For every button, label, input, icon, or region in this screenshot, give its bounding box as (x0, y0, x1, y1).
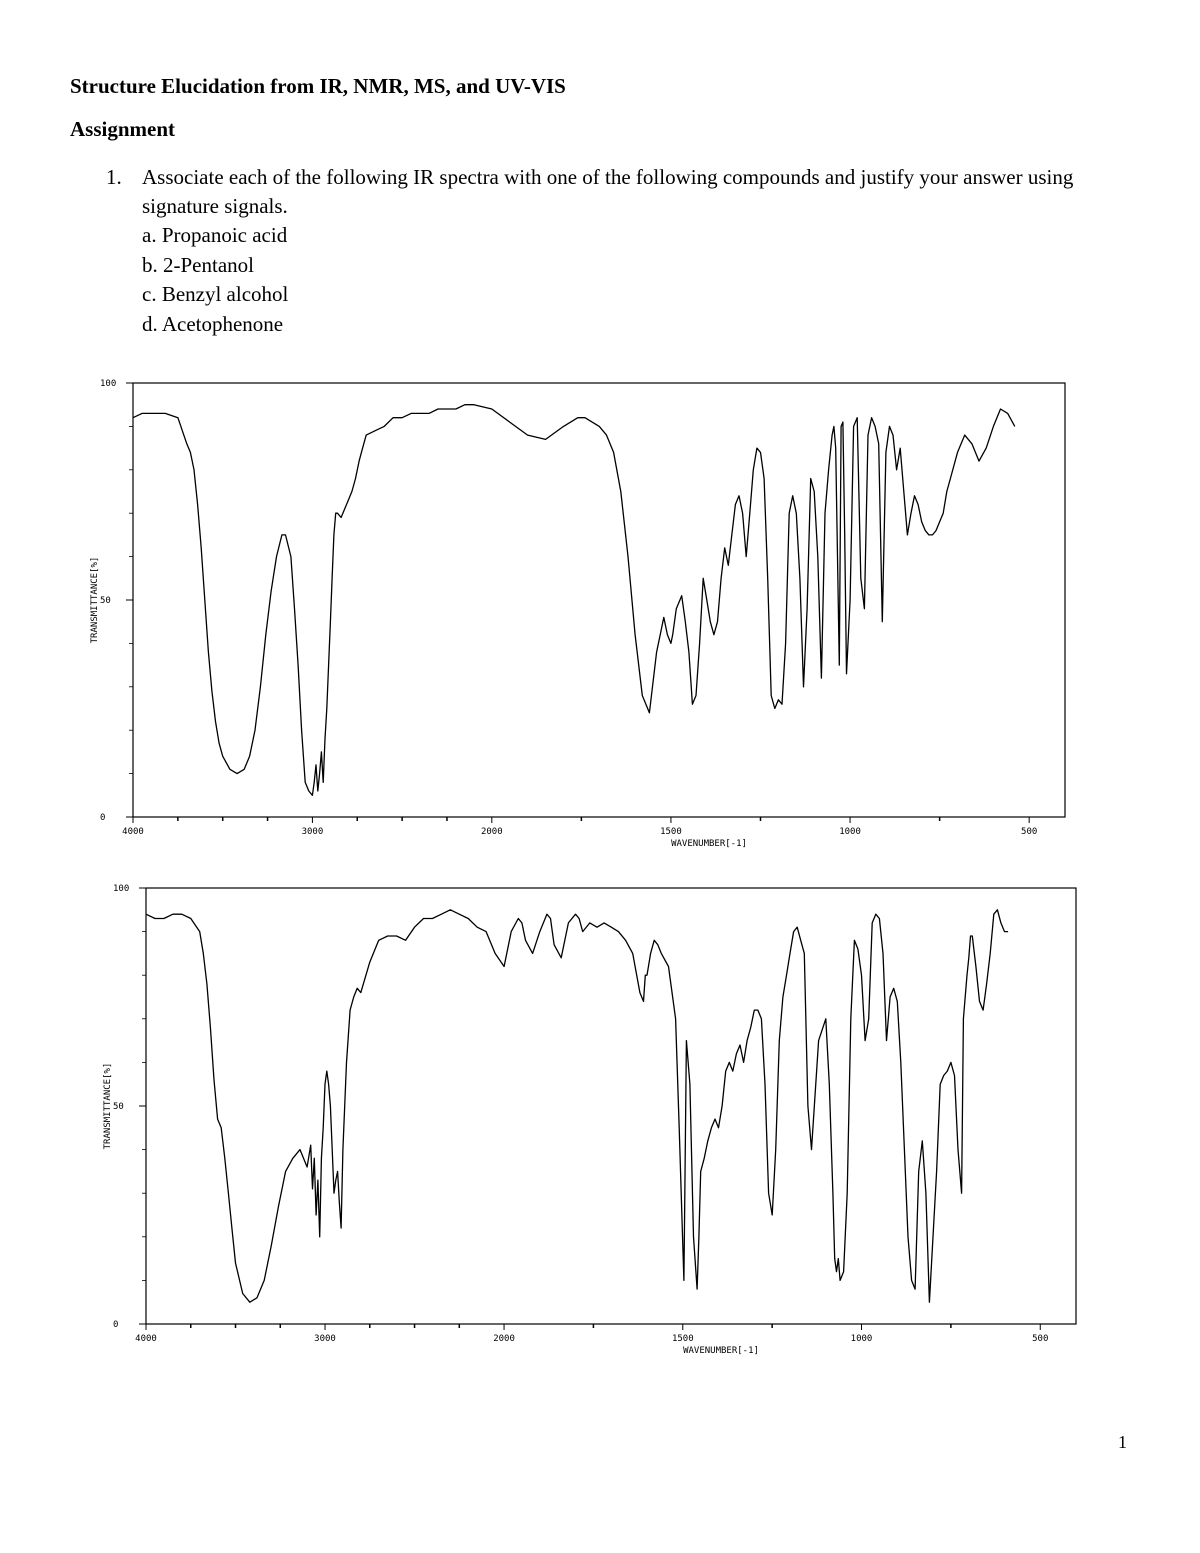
y-tick-label: 100 (113, 884, 130, 894)
page-number: 1 (1118, 1432, 1127, 1452)
x-tick-label: 4000 (122, 827, 144, 837)
spectrum-trace (146, 910, 1008, 1302)
x-tick-label: 3000 (301, 827, 324, 837)
y-axis-label: TRANSMITTANCE[%] (103, 1062, 113, 1150)
x-tick-label: 2000 (480, 827, 503, 837)
section-heading: Assignment (70, 117, 176, 141)
plot-frame (146, 888, 1076, 1324)
x-tick-label: 4000 (135, 1334, 157, 1344)
document-title: Structure Elucidation from IR, NMR, MS, and UV-VIS (70, 74, 566, 98)
x-axis-label: WAVENUMBER[-1] (683, 1346, 759, 1356)
option-c: c. Benzyl alcohol (142, 282, 289, 306)
y-tick-label: 50 (100, 596, 111, 606)
ir-spectrum-2 (0, 876, 1200, 1376)
spectrum-trace (133, 405, 1015, 796)
question-text: Associate each of the following IR spectra with one of the following compounds and justify your answer using signature signals. (142, 165, 1074, 218)
x-tick-label: 1000 (839, 827, 861, 837)
option-a: a. Propanoic acid (142, 223, 288, 247)
y-tick-label: 50 (113, 1102, 124, 1112)
x-tick-label: 3000 (314, 1334, 336, 1344)
x-tick-label: 1500 (671, 1334, 694, 1344)
x-tick-label: 1000 (850, 1334, 873, 1344)
question-number: 1. (106, 165, 122, 189)
y-tick-label: 100 (100, 379, 117, 389)
x-tick-label: 2000 (493, 1334, 515, 1344)
answer-options (142, 221, 288, 339)
y-tick-label: 0 (113, 1320, 119, 1330)
x-tick-label: 500 (1021, 827, 1038, 837)
x-tick-label: 1500 (660, 827, 682, 837)
y-axis-label: TRANSMITTANCE[%] (90, 556, 100, 644)
ir-spectrum-1 (0, 370, 1200, 860)
option-b: b. 2-Pentanol (142, 252, 254, 277)
x-axis-label: WAVENUMBER[-1] (671, 839, 747, 849)
y-tick-label: 0 (100, 813, 106, 823)
option-d: d. Acetophenone (142, 311, 284, 336)
x-tick-label: 500 (1032, 1334, 1049, 1344)
plot-frame (133, 383, 1065, 817)
